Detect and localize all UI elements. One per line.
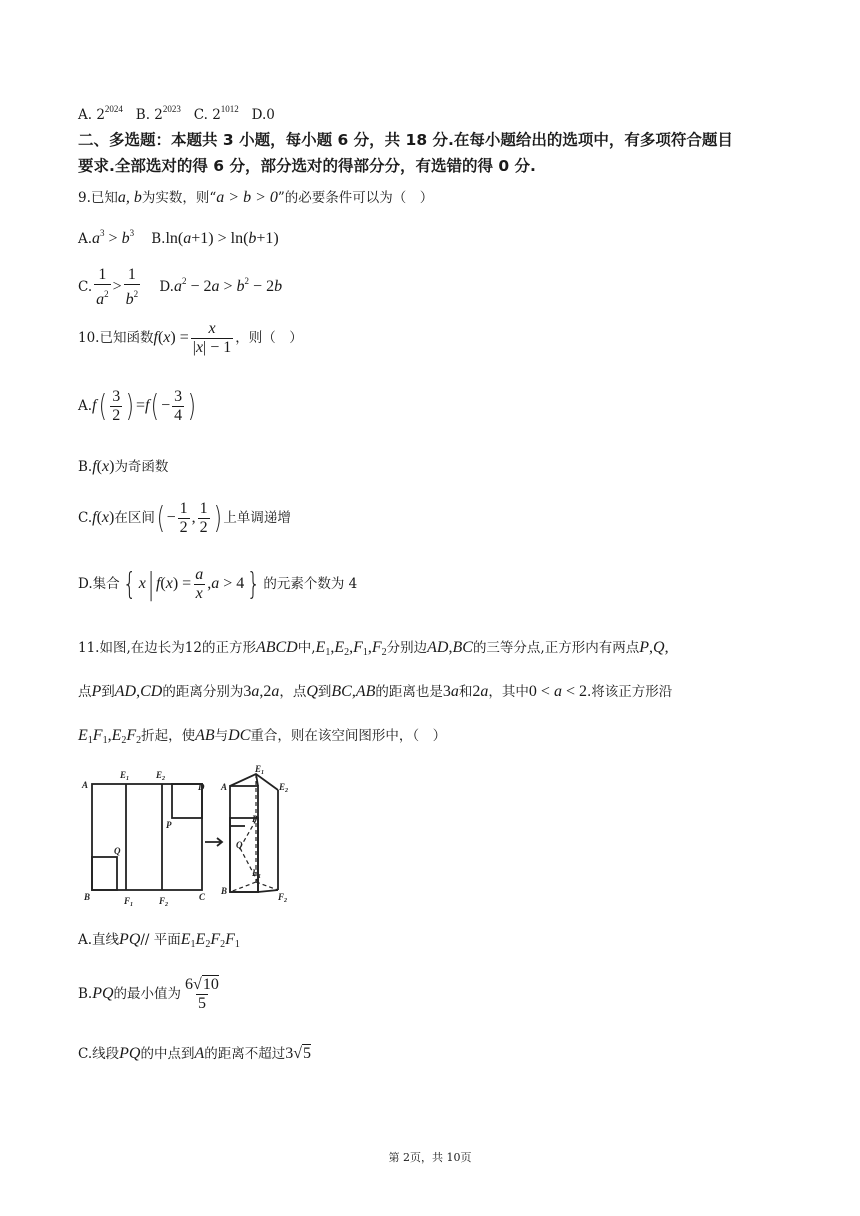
- q10-stem: 10.已知函数f(x) = $\frac{x}{|x| - 1}$ ，则（ ）: [78, 320, 303, 356]
- svg-text:F: F: [124, 896, 131, 906]
- q11-line1: 11.如图,在边长为12的正方形ABCD中$,E_1,E_2,F_1,F_2$分别边AD,BC的三等分点,正方形内有两点P,Q,: [78, 639, 669, 658]
- q9-stem: 9.已知a, b为实数，则“a > b > 0”的必要条件可以为（ ）: [78, 189, 434, 206]
- svg-text:E: E: [156, 770, 163, 780]
- svg-text:B: B: [221, 886, 228, 896]
- q11-option-a: A.直线PQ// 平面$E_1E_2F_2F_1$: [78, 931, 240, 950]
- svg-text:A: A: [221, 782, 228, 792]
- q10-option-a: A.f( $\frac{3}{2}$ ) =f( − $\frac{3}{4}$ ): [78, 388, 197, 424]
- section-heading-line1: 二、多选题：本题共 3 小题，每小题 6 分，共 18 分.在每小题给出的选项中，有多项符合题目: [78, 131, 733, 149]
- q11-line2: 点P到AD,CD的距离分别为3a,2a，点Q到BC,AB的距离也是3a和2a，其中0 < a < 2.将该正方形沿: [78, 683, 673, 700]
- svg-text:B: B: [84, 892, 91, 902]
- svg-text:F: F: [278, 892, 285, 902]
- q11-option-b: B.PQ的最小值为 $\frac{6√10}{5}$: [78, 976, 219, 1012]
- q10-option-d: D.集合{ x|f(x) = $\frac{a}{x}$ ,a > 4} 的元素个数为 4: [78, 566, 358, 602]
- svg-text:C: C: [199, 892, 206, 902]
- svg-text:1: 1: [126, 776, 129, 782]
- svg-text:1: 1: [130, 902, 133, 908]
- svg-text:P: P: [166, 820, 172, 830]
- svg-text:E: E: [120, 770, 127, 780]
- svg-text:P: P: [252, 814, 258, 824]
- svg-text:2: 2: [285, 788, 288, 794]
- svg-text:1: 1: [261, 770, 264, 776]
- svg-text:2: 2: [162, 776, 165, 782]
- section-heading-line2: 要求.全部选对的得 6 分，部分选对的得部分分，有选错的得 0 分.: [78, 157, 536, 175]
- q8-options: A. $2^{2024}$ B. $2^{2023}$ C. $2^{1012}$ D.0: [78, 104, 275, 123]
- svg-text:F: F: [159, 896, 166, 906]
- page-footer: 第 2页，共 10页: [388, 1151, 472, 1164]
- q11-option-c: C.线段PQ的中点到A的距离不超过3√5: [78, 1045, 312, 1062]
- q10-option-b: B.f(x)为奇函数: [78, 458, 169, 475]
- svg-text:D: D: [198, 782, 205, 792]
- q11-line3: $E_1F_1,E_2F_2$折起，使AB与DC重合，则在该空间图形中，（ ）: [78, 727, 447, 746]
- svg-text:E: E: [255, 764, 262, 774]
- q9-options-cd: C. $\frac{1}{a^2}$ > $\frac{1}{b^2}$ $D.a^2 - 2a > b^2 - 2b$: [78, 266, 283, 308]
- svg-text:1: 1: [258, 874, 261, 880]
- fig-label-a: A: [82, 780, 89, 790]
- q11-figure: [80, 762, 295, 912]
- svg-text:2: 2: [284, 898, 287, 904]
- q9-options-ab: $A.a^3 > b^3$ B.ln(a+1) > ln(b+1): [78, 228, 279, 247]
- q10-option-c: C.f(x)在区间( − $\frac{1}{2}$ , $\frac{1}{2}$ ) 上单调递增: [78, 500, 291, 536]
- svg-text:F: F: [252, 868, 259, 878]
- svg-text:Q: Q: [114, 846, 121, 856]
- svg-text:2: 2: [165, 902, 168, 908]
- svg-text:E: E: [279, 782, 286, 792]
- svg-text:Q: Q: [236, 840, 243, 850]
